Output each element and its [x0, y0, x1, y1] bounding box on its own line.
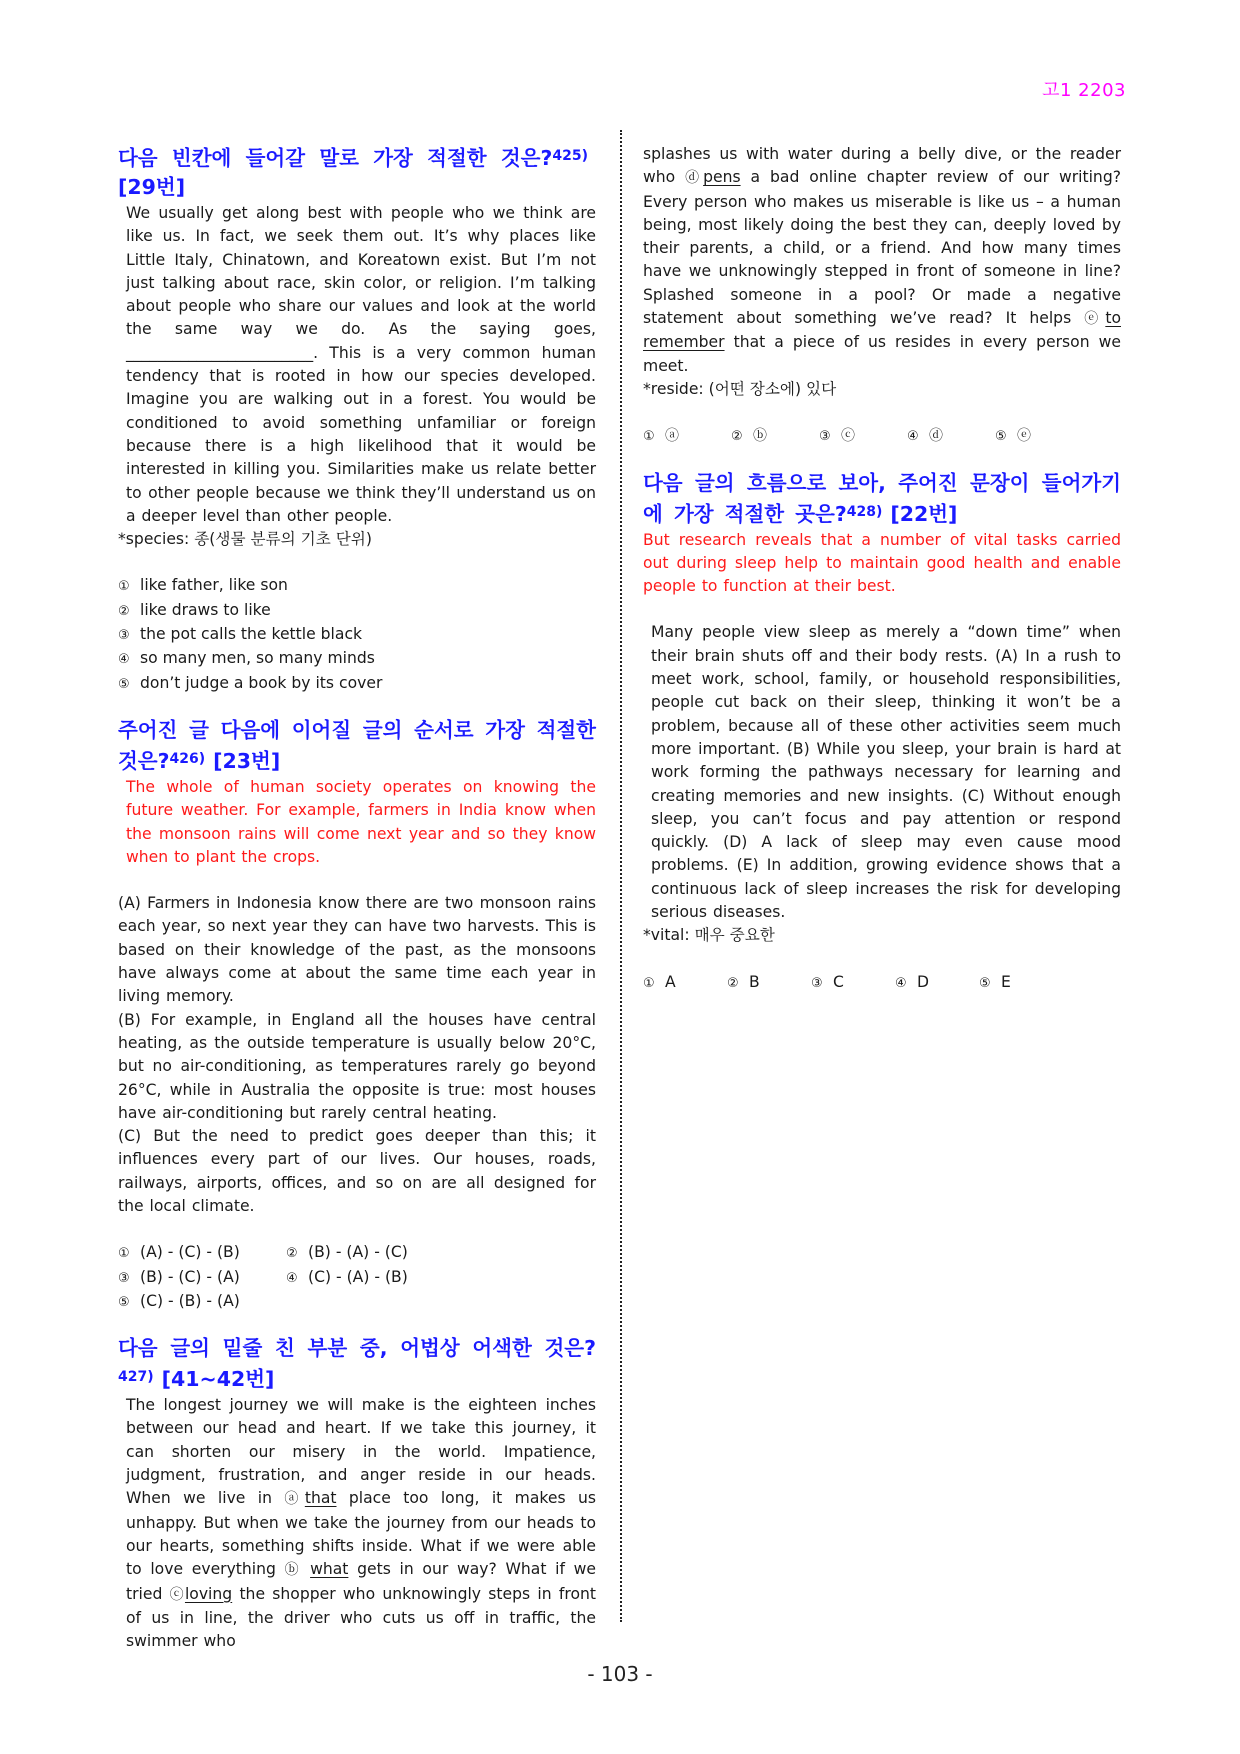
choice-number: ④	[895, 975, 907, 991]
choice-1[interactable]	[118, 1241, 286, 1265]
question-428	[643, 469, 1121, 995]
footnote-number: 425)	[552, 148, 588, 164]
choice-5[interactable]	[979, 971, 1063, 995]
underlined-a: that	[304, 1489, 337, 1508]
passage-text: that a piece of us resides in every person we meet.	[643, 333, 1121, 375]
vocab-note: *reside: (어떤 장소에) 있다	[643, 379, 837, 398]
choice-5[interactable]	[118, 1290, 286, 1314]
choice-5[interactable]	[118, 672, 596, 696]
choice-3[interactable]	[118, 623, 596, 647]
choice-number: ③	[118, 628, 130, 644]
choice-text: the pot calls the kettle black	[140, 625, 363, 644]
marker-e: ⓔ	[1084, 311, 1106, 328]
answer-choices	[643, 424, 1121, 448]
question-title-text: 다음 빈칸에 들어갈 말로 가장 적절한 것은?	[118, 146, 553, 170]
answer-choices	[643, 971, 1121, 995]
choice-5[interactable]	[995, 424, 1083, 448]
given-sentence: But research reveals that a number of vital tasks carried out during sleep help to maintain good health and enable people to function at their best.	[643, 530, 1121, 596]
choice-1[interactable]	[118, 574, 596, 598]
question-tag: [41~42번]	[161, 1367, 275, 1392]
choice-text: like father, like son	[140, 576, 288, 595]
choice-text: (B) - (A) - (C)	[308, 1243, 408, 1262]
choice-number: ④	[907, 429, 919, 445]
choice-number: ①	[118, 579, 130, 595]
choice-4[interactable]	[907, 424, 995, 448]
passage-text: the shopper who unknowingly steps in front of us in line, the driver who cuts us off in traffic, the swimmer who	[126, 1584, 597, 1651]
choice-text: so many men, so many minds	[140, 649, 375, 668]
page-code: 고1 2203	[1042, 80, 1126, 101]
choice-number: ②	[727, 975, 739, 991]
passage-text: splashes us with water during a belly dive, or the reader who	[643, 145, 1121, 187]
question-title	[118, 1334, 596, 1394]
choice-text: ⓔ	[1017, 428, 1031, 445]
question-title-text: 다음 글의 밑줄 친 부분 중, 어법상 어색한 것은?	[118, 1336, 596, 1361]
choice-text: (C) - (B) - (A)	[140, 1291, 240, 1310]
column-divider	[620, 130, 622, 1622]
choice-number: ④	[118, 652, 130, 668]
choice-2[interactable]	[727, 971, 811, 995]
question-425	[118, 142, 596, 696]
passage-text: gets in our way? What if we tried	[126, 1560, 597, 1603]
question-tag: [23번]	[213, 748, 281, 773]
choice-4[interactable]	[286, 1266, 486, 1290]
marker-c: ⓒ	[169, 1586, 185, 1603]
passage-part-1	[118, 1394, 596, 1653]
footnote-number: 426)	[169, 750, 206, 767]
question-title-text: 주어진 글 다음에 이어질 글의 순서로 가장 적절한 것은?	[118, 717, 596, 773]
underlined-c: loving	[184, 1584, 233, 1603]
part-b: (B) For example, in England all the houses have central heating, as the outside temperature is usually below 20°C, but no air-conditioning, as temperatures rarely go beyond 26°C, while in Australia the opposite is true: most houses have air-conditioning but rarely central heating.	[118, 1010, 596, 1122]
answer-choices	[118, 1241, 596, 1314]
choice-3[interactable]	[118, 1266, 286, 1290]
choice-text: (B) - (C) - (A)	[140, 1267, 240, 1286]
choice-2[interactable]	[731, 424, 819, 448]
marker-b: ⓑ	[284, 1562, 302, 1579]
page-number: - 103 -	[587, 1662, 653, 1686]
choice-number: ②	[731, 429, 743, 445]
choice-text: E	[1001, 972, 1011, 991]
footnote-number: 428)	[846, 503, 883, 520]
choice-number: ③	[811, 975, 823, 991]
marker-d: ⓓ	[685, 170, 704, 187]
choice-2[interactable]	[286, 1241, 486, 1265]
question-title	[643, 469, 1121, 529]
choice-3[interactable]	[819, 424, 907, 448]
choice-number: ①	[643, 975, 655, 991]
choice-4[interactable]	[118, 647, 596, 671]
choice-number: ③	[819, 429, 831, 445]
underlined-e: to remember	[643, 309, 1121, 352]
answer-choices	[118, 574, 596, 695]
choice-text: (C) - (A) - (B)	[308, 1267, 408, 1286]
question-426	[118, 716, 596, 1314]
choice-2[interactable]	[118, 599, 596, 623]
choice-text: like draws to like	[140, 600, 271, 619]
choice-number: ②	[286, 1246, 298, 1262]
right-column	[643, 143, 1121, 995]
passage: Many people view sleep as merely a “down time” when their brain shuts off and their body rests. (A) In a rush to meet work, school, family, or household responsibilities, people cut back on their sleep, thinking it won’t be a problem, because all of these other activities seem much more important. (B) While you sleep, your brain is hard at work forming the pathways necessary for learning and creating memories and new insights. (C) Without enough sleep, you can’t focus and pay attention or respond quickly. (D) A lack of sleep may even cause mood problems. (E) In addition, growing evidence shows that a continuous lack of sleep increases the risk for developing serious diseases.	[651, 623, 1121, 922]
question-title	[118, 716, 596, 776]
choice-text: ⓑ	[753, 428, 767, 445]
given-passage: The whole of human society operates on knowing the future weather. For example, farmers in India know when the monsoon rains will come next year and so they know when to plant the crops.	[126, 777, 596, 866]
question-427-continued	[643, 143, 1121, 449]
choice-number: ⑤	[118, 676, 130, 692]
choice-3[interactable]	[811, 971, 895, 995]
choice-number: ①	[643, 429, 655, 445]
choice-number: ⑤	[118, 1294, 130, 1310]
vocab-note: *vital: 매우 중요한	[643, 926, 775, 945]
choice-text: A	[665, 972, 676, 991]
vocab-note: *species: 종(생물 분류의 기초 단위)	[118, 530, 372, 549]
question-tag: [29번]	[118, 175, 186, 199]
passage-text: a bad online chapter review of our writing? Every person who makes us miserable is like us – a human being, most likely doing the best they can, deeply loved by their parents, a child, or a friend. And how many times have we unknowingly stepped in front of someone in line? Splashed someone in a pool? Or made a negative statement about something we’ve read? It helps	[643, 168, 1121, 328]
choice-text: C	[833, 972, 844, 991]
choice-number: ④	[286, 1270, 298, 1286]
choice-number: ①	[118, 1246, 130, 1262]
choice-number: ⑤	[979, 975, 991, 991]
footnote-number: 427)	[118, 1369, 154, 1386]
question-title	[118, 142, 596, 202]
choice-text: ⓓ	[929, 428, 943, 445]
underlined-b: what	[310, 1560, 349, 1579]
passage: We usually get along best with people who we think are like us. In fact, we seek them out. It’s why places like Little Italy, Chinatown, and Koreatown exist. But I’m not just talking about race, skin color, or religion. I’m talking about people who share our values and look at the world the same way we do. As the saying goes, ________________________. This is a very common human tendency that is rooted in how our species developed. Imagine you are walking out in a forest. You would be conditioned to avoid something unfamiliar or foreign because there is a high likelihood that it would be interested in killing you. Similarities make us relate better to other people because we think they’ll understand us on a deeper level than other people.	[126, 204, 596, 525]
marker-a: ⓐ	[284, 1491, 305, 1508]
choice-4[interactable]	[895, 971, 979, 995]
passage-text: place too long, it makes us unhappy. But when we take the journey from our heads to our hearts, something shifts inside. What if we were able to love everything	[126, 1489, 596, 1579]
question-427	[118, 1334, 596, 1653]
question-title-text: 다음 글의 흐름으로 보아, 주어진 문장이 들어가기에 가장 적절한 곳은?	[643, 470, 1121, 526]
part-c: (C) But the need to predict goes deeper than this; it influences every part of our lives. Our houses, roads, railways, airports, offices, and so on are all designed for the local climate.	[118, 1127, 596, 1215]
part-a: (A) Farmers in Indonesia know there are two monsoon rains each year, so next year they can have two harvests. This is based on their knowledge of the past, as the monsoons have always come at about the same time each year in living memory.	[118, 894, 596, 1006]
question-tag: [22번]	[890, 501, 958, 526]
choice-text: ⓐ	[665, 428, 679, 445]
passage-text: The longest journey we will make is the eighteen inches between our head and heart. If we take this journey, it can shorten our misery in the world. Impatience, judgment, frustration, and anger reside in our heads. When we live in	[126, 1396, 596, 1508]
passage-part-2	[643, 143, 1121, 378]
choice-number: ⑤	[995, 429, 1007, 445]
choice-text: don’t judge a book by its cover	[140, 673, 383, 692]
choice-text: D	[917, 972, 930, 991]
choice-1[interactable]	[643, 971, 727, 995]
left-column	[118, 142, 596, 1653]
choice-text: ⓒ	[841, 428, 855, 445]
choice-text: (A) - (C) - (B)	[140, 1243, 240, 1262]
choice-number: ③	[118, 1270, 130, 1286]
underlined-d: pens	[703, 168, 741, 187]
choice-number: ②	[118, 603, 130, 619]
choice-1[interactable]	[643, 424, 731, 448]
choice-text: B	[749, 972, 760, 991]
